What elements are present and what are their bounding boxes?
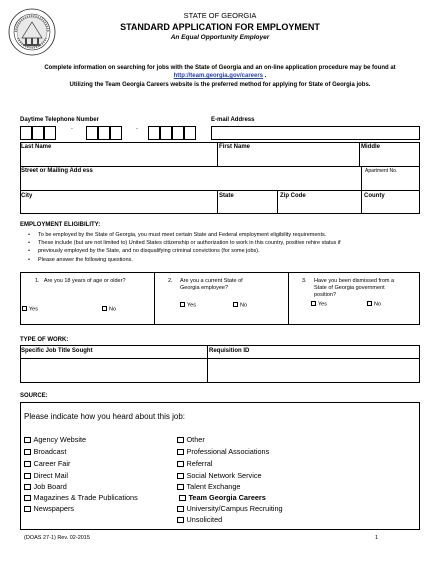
col-divider [361,190,362,214]
col-divider [217,142,218,166]
phone-digit-box[interactable] [160,126,172,140]
question-1: 1. Are you 18 years of age or older? [35,278,126,284]
q1-no-checkbox[interactable]: No [102,306,116,313]
col-divider [288,272,289,325]
personal-info-grid [20,142,420,214]
col-divider [154,272,155,325]
page-number: 1 [375,535,379,541]
form-id: (DOAS 27-1) Rev. 02-2015 [24,535,90,541]
q2-no-checkbox[interactable]: No [233,302,247,309]
question-2-line-2: Georgia employee? [180,285,229,291]
question-3-number: 3. [302,278,307,284]
eligibility-bullets [38,231,428,264]
phone-digit-box[interactable] [86,126,98,140]
state-field[interactable]: State [219,193,234,199]
first-name-field[interactable]: First Name [219,144,251,150]
source-talent-exchange[interactable]: Talent Exchange [177,483,240,490]
source-agency-website[interactable]: Agency Website [24,436,86,443]
bullet-item: • Please answer the following questions. [38,256,428,264]
q2-yes-checkbox[interactable]: Yes [180,302,196,309]
requisition-id-label: Requisition ID [209,348,250,354]
phone-digit-box[interactable] [98,126,110,140]
intro-line-1: Complete information on searching for jobs with the State of Georgia and an on-line application procedure may be found at [44,65,396,71]
job-title-field[interactable] [21,359,206,382]
phone-separator: - [136,126,138,132]
careers-link-suffix: . [263,73,267,79]
phone-digit-box[interactable] [172,126,184,140]
source-other[interactable]: Other [177,436,205,443]
county-field[interactable]: County [364,193,385,199]
source-job-board[interactable]: Job Board [24,483,67,490]
source-team-georgia-careers[interactable]: Team Georgia Careers [179,494,266,501]
source-newspapers[interactable]: Newspapers [24,505,74,512]
middle-name-field[interactable]: Middle [361,144,380,150]
phone-label: Daytime Telephone Number [20,117,99,123]
careers-link[interactable]: http://team.georgia.gov/careers [173,73,263,79]
type-of-work-heading: TYPE OF WORK: [20,337,69,343]
source-broadcast[interactable]: Broadcast [24,448,66,455]
phone-digit-box[interactable] [184,126,196,140]
apartment-field[interactable]: Apartment No. [365,168,398,174]
intro-line-3: Utilizing the Team Georgia Careers website is the preferred method for applying for State of Georgia jobs. [69,82,371,88]
eligibility-heading: EMPLOYMENT ELIGIBILITY: [20,222,101,228]
phone-separator: - [71,126,73,132]
question-3-line-3: position? [314,292,337,298]
phone-digit-box[interactable] [20,126,32,140]
row-divider [20,166,420,167]
source-university-recruiting[interactable]: University/Campus Recruiting [177,505,283,512]
source-social-network[interactable]: Social Network Service [177,472,262,479]
email-label: E-mail Address [211,117,255,123]
question-2-number: 2. [168,278,173,284]
bullet-item: • To be employed by the State of Georgia, you must meet certain State and Federal employment eligibility requirements. [38,231,428,239]
question-3-line-2: State of Georgia government [314,285,385,291]
zip-code-field[interactable]: Zip Code [280,193,306,199]
bullet-item: • previously employed by the State, and no disqualifying criminal convictions (for some jobs). [38,247,428,255]
phone-digit-box[interactable] [44,126,56,140]
q3-yes-checkbox[interactable]: Yes [311,301,327,308]
question-3-line-1: Have you been dismissed from a [314,278,395,284]
col-divider [359,142,360,166]
form-subtitle: An Equal Opportunity Employer [170,34,270,41]
phone-digit-box[interactable] [148,126,160,140]
phone-digit-box[interactable] [110,126,122,140]
form-title: STANDARD APPLICATION FOR EMPLOYMENT [120,22,320,32]
source-referral[interactable]: Referral [177,460,212,467]
bullet-item: • These include (but are not limited to) United States citizenship or authorization to work in this country, positive rehire status if [38,239,428,247]
q3-no-checkbox[interactable]: No [367,301,381,308]
city-field[interactable]: City [21,193,33,199]
source-direct-mail[interactable]: Direct Mail [24,472,68,479]
source-career-fair[interactable]: Career Fair [24,460,70,467]
state-name: STATE OF GEORGIA [183,11,257,20]
q1-yes-checkbox[interactable]: Yes [22,306,38,313]
last-name-field[interactable]: Last Name [21,144,52,150]
source-prompt: Please indicate how you heard about this job: [24,412,185,421]
intro-line-2 [0,73,440,79]
col-divider [217,190,218,214]
row-divider [20,190,420,191]
col-divider [361,166,362,190]
email-field[interactable] [211,126,420,140]
requisition-id-field[interactable] [208,359,419,382]
source-magazines[interactable]: Magazines & Trade Publications [24,494,138,501]
job-title-label: Specific Job Title Sought [21,348,93,354]
col-divider [277,190,278,214]
source-heading: SOURCE: [20,393,48,399]
source-professional-associations[interactable]: Professional Associations [177,448,269,455]
street-address-field[interactable]: Street or Mailing Add ess [21,168,93,174]
question-2-line-1: Are you a current State of [180,278,243,284]
phone-digit-box[interactable] [32,126,44,140]
source-unsolicited[interactable]: Unsolicited [177,516,222,523]
